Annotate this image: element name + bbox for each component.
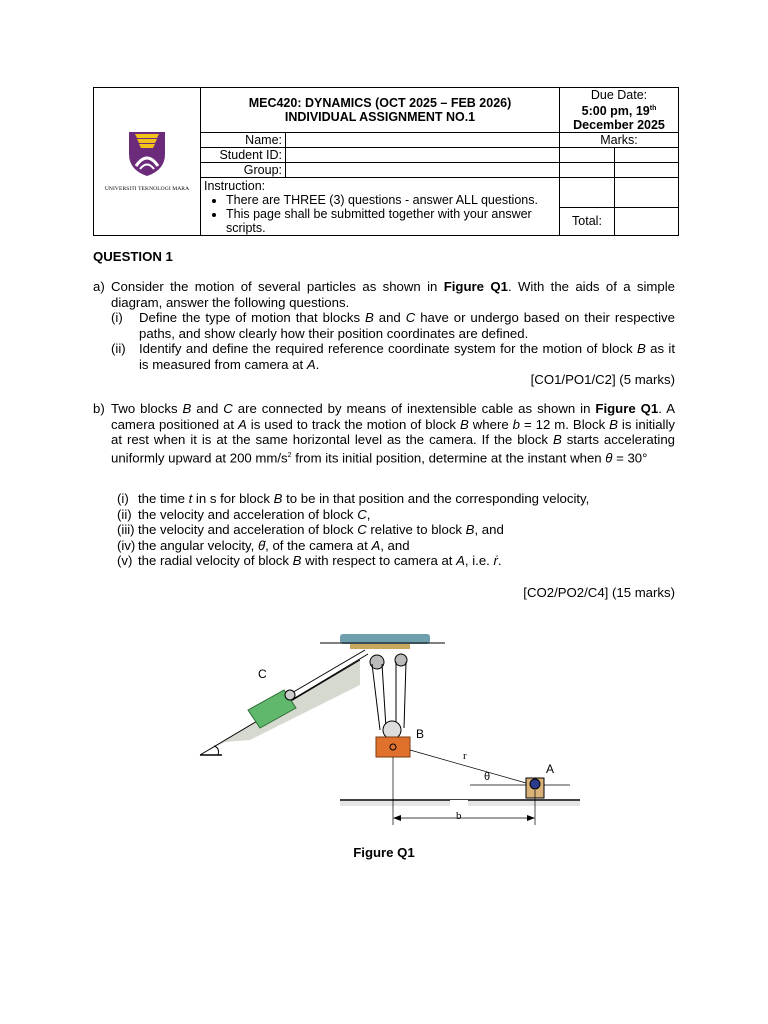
item-text: relative to block xyxy=(366,522,466,537)
text: is initially at rest when it is at the same horizontal level as the camera. If the block xyxy=(111,416,676,447)
text: = 12 m. Block xyxy=(520,416,610,432)
group-field[interactable] xyxy=(286,163,560,178)
part-a-marks: [CO1/PO1/C2] (5 marks) xyxy=(530,372,675,387)
label-r: r xyxy=(463,750,467,762)
student-id-label: Student ID: xyxy=(201,148,286,163)
item-text: the velocity and acceleration of block xyxy=(138,506,358,522)
var-b: B xyxy=(460,416,469,432)
item-marker: (v) xyxy=(117,553,133,568)
item-text: with respect to camera at xyxy=(301,553,457,568)
part-b-text xyxy=(111,401,675,465)
text: are connected by means of inextensible cable as shown in xyxy=(232,401,596,416)
var-c: C xyxy=(357,522,367,537)
header-table xyxy=(93,87,679,236)
label-c: C xyxy=(258,667,267,681)
marks-label: Marks: xyxy=(560,133,679,148)
var-b: B xyxy=(182,401,192,416)
item-text: the angular velocity, xyxy=(138,537,258,553)
text: and xyxy=(191,401,224,416)
due-time: 5:00 pm, 19 xyxy=(581,104,650,119)
part-b-item-v xyxy=(117,553,677,569)
course-line: MEC420: DYNAMICS (OCT 2025 – FEB 2026) xyxy=(248,96,512,111)
text: starts accelerating uniformly upward at 200 mm/s xyxy=(111,432,675,465)
marks-cell-1a xyxy=(560,148,615,163)
var-theta: θ xyxy=(605,449,613,465)
item-text: as it is measured from camera at xyxy=(139,341,676,372)
figure-ref: Figure Q1 xyxy=(595,401,659,416)
item-text: Define the type of motion that blocks xyxy=(139,310,365,325)
cable-vertical-1 xyxy=(372,664,380,730)
text: from its initial position, determine at the instant when xyxy=(291,449,606,465)
marks-cell-2b xyxy=(615,163,679,178)
item-text: . xyxy=(497,553,502,568)
var-b: B xyxy=(273,491,283,506)
student-id-field[interactable] xyxy=(286,148,560,163)
marks-cell-3b xyxy=(615,178,679,208)
item-text: and xyxy=(373,310,406,325)
item-marker: (i) xyxy=(117,491,129,506)
due-date-cell xyxy=(560,88,679,133)
part-a-text: . With the aids of a simple diagram, answer the following questions. xyxy=(111,279,675,310)
superscript: 2 xyxy=(287,451,292,459)
part-a-marker: a) xyxy=(93,279,105,294)
line-r xyxy=(410,750,533,785)
name-label: Name: xyxy=(201,133,286,148)
part-a xyxy=(93,279,675,388)
due-label: Due Date: xyxy=(590,88,648,102)
part-b-item-iii xyxy=(117,522,677,538)
text: where xyxy=(468,416,513,432)
instruction-list xyxy=(204,193,556,235)
total-cell xyxy=(615,207,679,236)
label-theta: θ xyxy=(484,771,491,783)
item-text: , and xyxy=(380,537,410,553)
block-b xyxy=(376,737,410,757)
total-label: Total: xyxy=(560,207,615,236)
camera-lens xyxy=(530,779,540,789)
item-text: , xyxy=(366,506,371,522)
due-month: December 2025 xyxy=(573,118,665,133)
var-a: A xyxy=(306,356,316,372)
var-b: B xyxy=(636,341,646,356)
part-a-item-ii xyxy=(111,341,675,372)
item-text: in s for block xyxy=(192,491,274,506)
var-r-dot: ṙ xyxy=(493,553,498,568)
cable-vertical-2 xyxy=(382,664,386,728)
item-text: the velocity and acceleration of block xyxy=(138,522,358,537)
due-time-sup: th xyxy=(649,105,657,112)
block-c-pulley xyxy=(285,690,295,700)
block-b-pulley xyxy=(383,721,401,739)
text: is used to track the motion of block xyxy=(246,416,460,432)
pulley-bracket xyxy=(350,644,410,649)
marks-cell-2a xyxy=(560,163,615,178)
item-text: Identify and define the required reference coordinate system for the motion of block xyxy=(139,341,637,356)
var-a: A xyxy=(238,416,247,432)
var-c: C xyxy=(357,506,367,522)
item-text: . xyxy=(315,356,320,372)
var-theta-dot: θ̇ xyxy=(257,537,266,553)
part-b-item-iv xyxy=(117,538,677,554)
item-text: , and xyxy=(474,522,504,537)
dim-b-arrow-left xyxy=(393,815,401,821)
name-field[interactable] xyxy=(286,133,560,148)
text: = 30° xyxy=(612,449,648,465)
marks-cell-3a xyxy=(560,178,615,208)
cable-vertical-4 xyxy=(404,662,406,728)
instructions-cell xyxy=(201,178,560,236)
part-b xyxy=(93,401,675,465)
item-marker: (ii) xyxy=(111,341,126,356)
university-logo xyxy=(125,128,169,178)
var-c: C xyxy=(405,310,416,325)
item-text: , i.e. xyxy=(464,553,494,568)
instruction-item: • This page shall be submitted together with your answer scripts. xyxy=(226,207,556,235)
text: Two blocks xyxy=(111,401,183,416)
item-marker: (iii) xyxy=(117,522,135,537)
course-title-cell xyxy=(201,88,560,133)
var-c: C xyxy=(223,401,233,416)
item-text: , of the camera at xyxy=(265,537,372,553)
var-t: t xyxy=(188,491,193,506)
figure-q1 xyxy=(0,620,768,835)
var-a: A xyxy=(456,553,465,568)
item-text: have or undergo based on their respective paths, and show clearly how their position coordinates are defined. xyxy=(139,310,675,341)
item-text: the radial velocity of block xyxy=(138,553,293,568)
part-a-text: Consider the motion of several particles as shown in xyxy=(111,279,444,294)
figure-caption: Figure Q1 xyxy=(353,845,415,860)
instruction-label: Instruction: xyxy=(204,179,266,194)
ground-gap xyxy=(450,800,468,806)
part-b-item-ii xyxy=(117,507,677,523)
item-marker: (ii) xyxy=(117,506,132,522)
item-text: to be in that position and the corresponding velocity, xyxy=(282,491,590,506)
part-a-item-i xyxy=(111,310,675,341)
instruction-item: • There are THREE (3) questions - answer ALL questions. xyxy=(226,193,556,207)
label-b-dim: b xyxy=(456,810,462,822)
var-a: A xyxy=(371,537,381,553)
var-b-distance: b xyxy=(512,416,521,432)
item-marker: (i) xyxy=(111,310,123,325)
item-text: the time xyxy=(138,491,189,506)
var-b: B xyxy=(465,522,475,537)
part-b-items xyxy=(117,491,677,569)
label-b: B xyxy=(416,727,425,741)
var-b: B xyxy=(292,553,302,568)
marks-cell-1b xyxy=(615,148,679,163)
label-a: A xyxy=(546,762,555,776)
part-b-marker: b) xyxy=(93,401,105,416)
logo-cell xyxy=(94,88,201,236)
part-b-marks: [CO2/PO2/C4] (15 marks) xyxy=(523,585,675,600)
top-pulley-right xyxy=(395,654,407,666)
var-b: B xyxy=(365,310,374,325)
item-marker: (iv) xyxy=(117,537,136,553)
text: . A camera positioned at xyxy=(111,401,675,432)
question-title: QUESTION 1 xyxy=(93,249,173,264)
var-b: B xyxy=(609,416,618,432)
dim-b-arrow-right xyxy=(527,815,535,821)
assignment-line: INDIVIDUAL ASSIGNMENT NO.1 xyxy=(284,110,476,125)
figure-ref: Figure Q1 xyxy=(443,279,508,294)
var-b: B xyxy=(552,432,562,447)
part-b-item-i xyxy=(117,491,677,507)
group-label: Group: xyxy=(201,163,286,178)
university-name: UNIVERSITI TEKNOLOGI MARA xyxy=(104,185,190,192)
